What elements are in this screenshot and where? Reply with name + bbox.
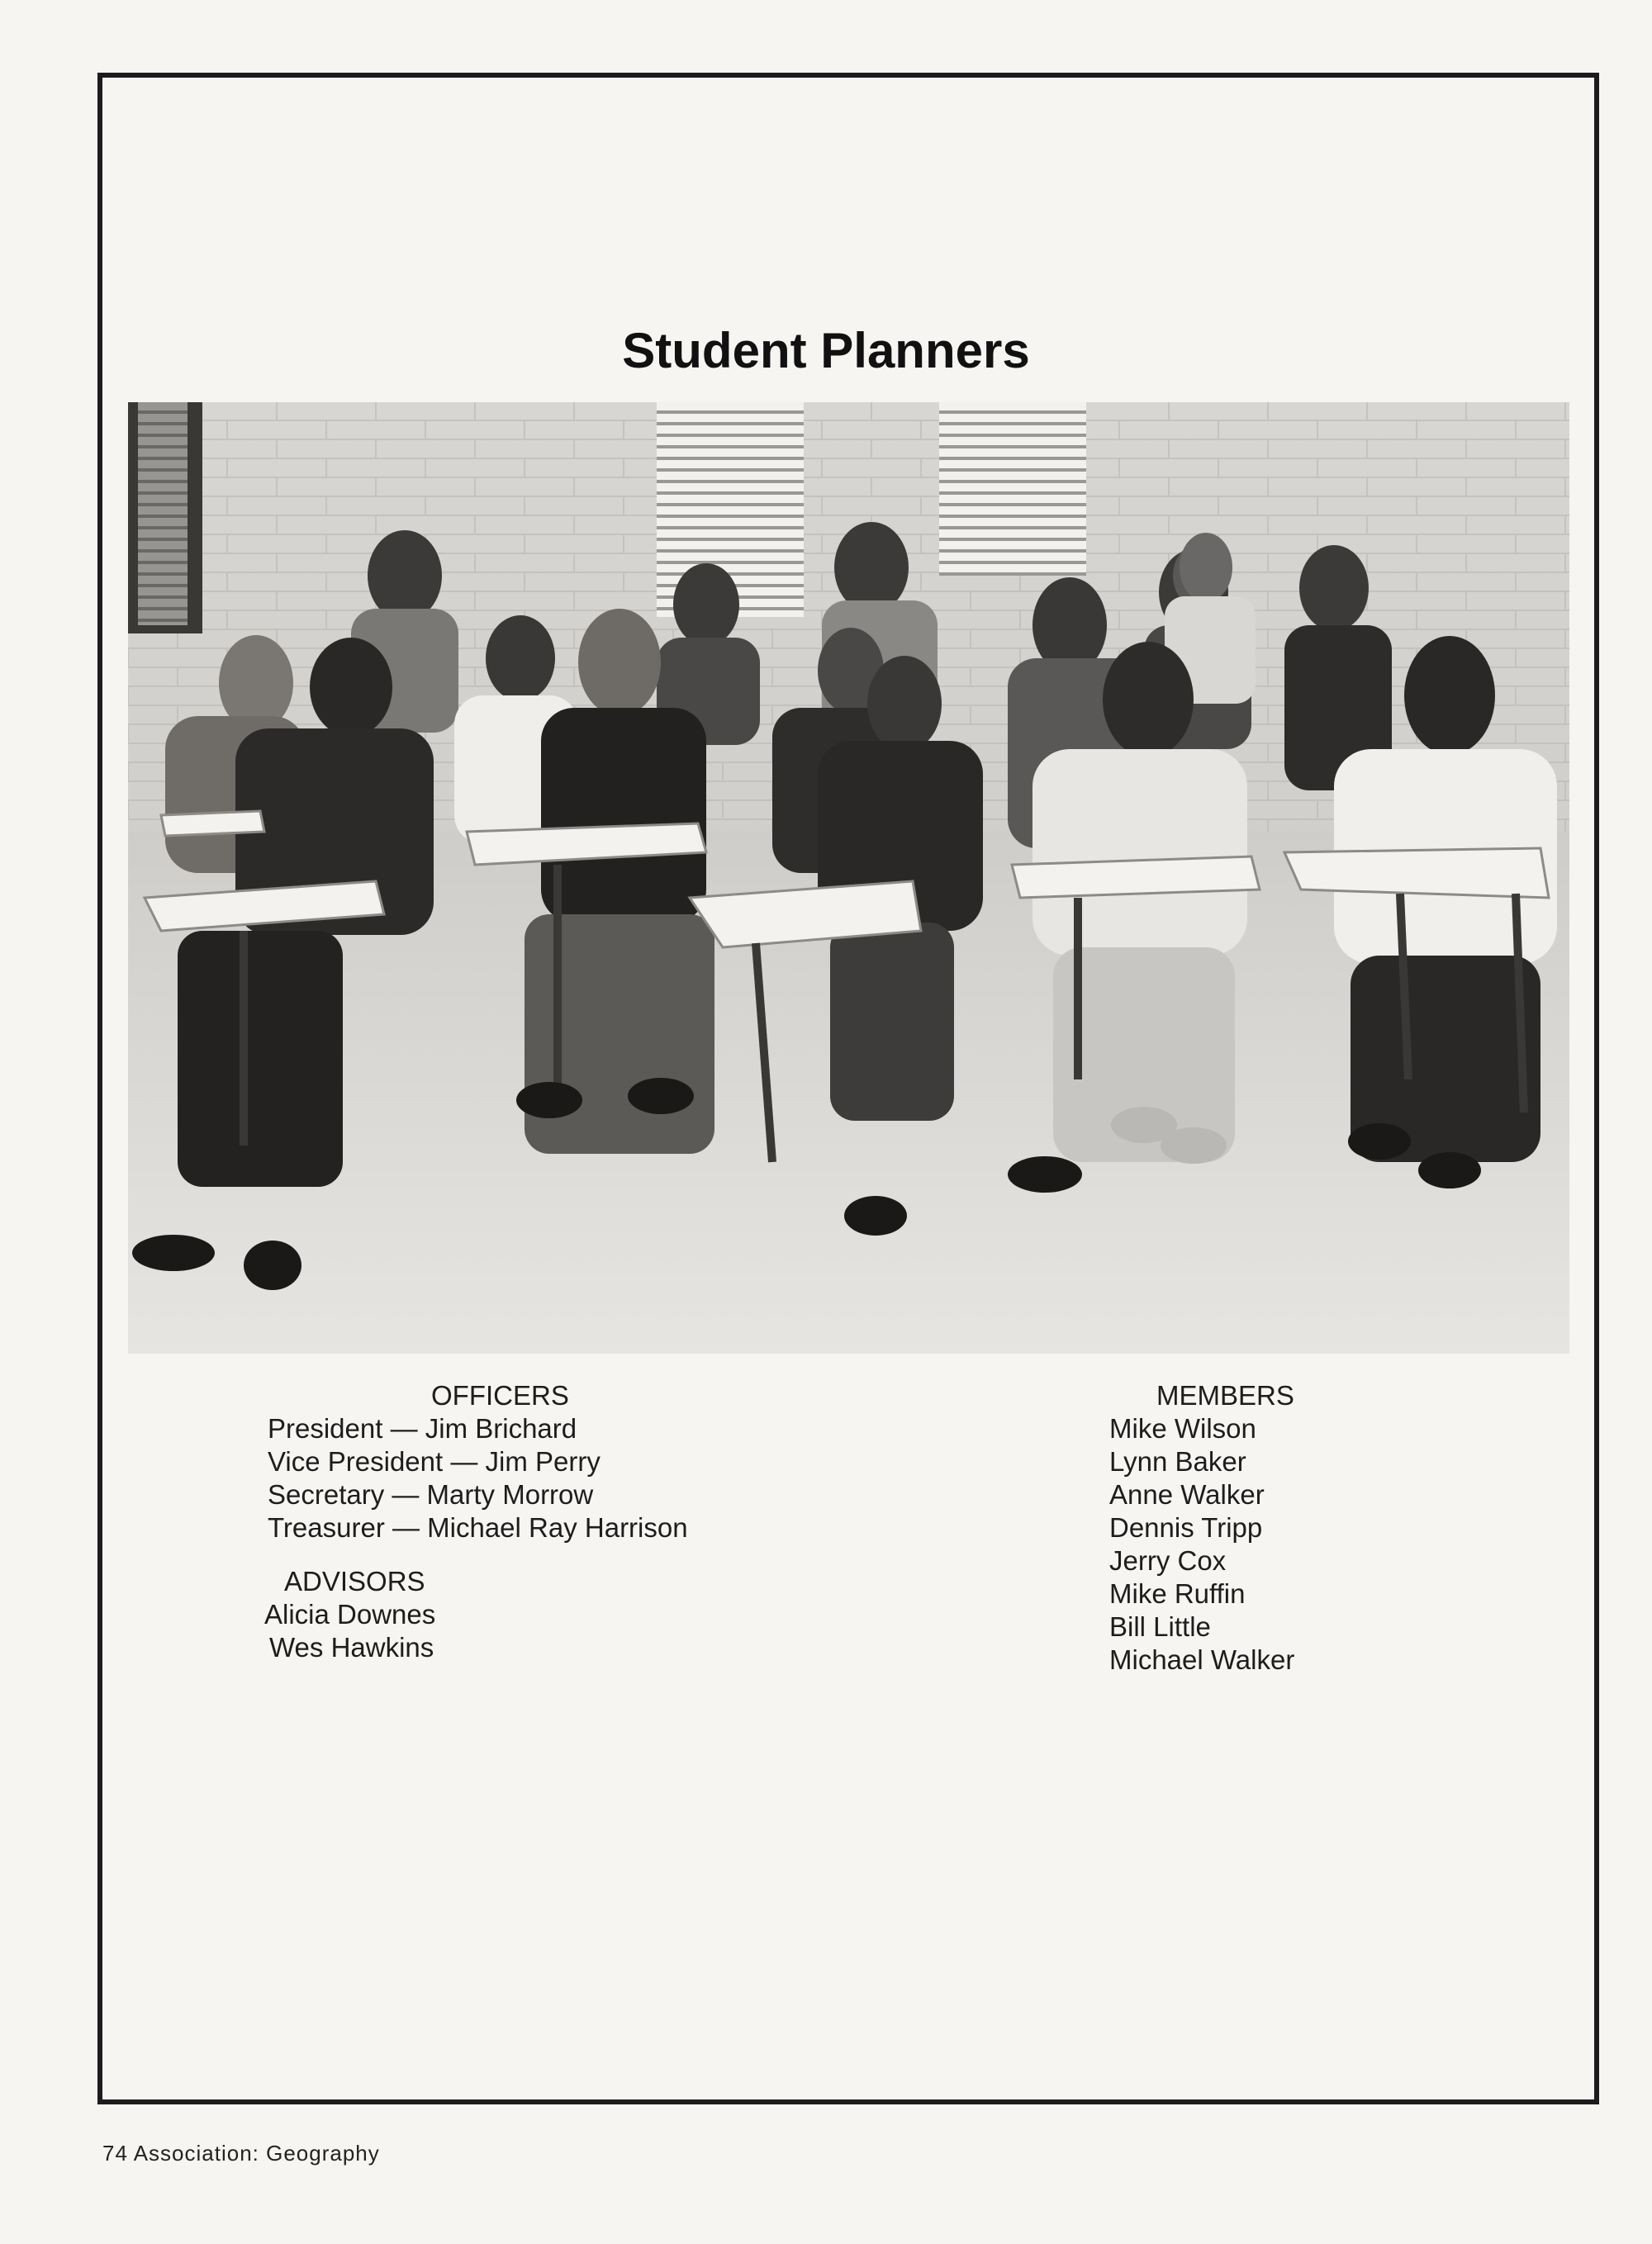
officer-vice-president: Vice President — Jim Perry [268,1446,601,1477]
advisors-list [264,1565,435,1664]
member-name: Mike Wilson [1109,1413,1256,1444]
member-name: Lynn Baker [1109,1446,1246,1477]
advisor-name: Alicia Downes [264,1599,436,1630]
officer-secretary: Secretary — Marty Morrow [268,1479,594,1510]
group-photo [128,402,1569,1354]
member-name: Dennis Tripp [1109,1512,1263,1543]
members-heading: MEMBERS [1156,1380,1294,1411]
members-list [1109,1379,1294,1677]
advisors-heading: ADVISORS [284,1566,425,1596]
officer-treasurer: Treasurer — Michael Ray Harrison [268,1512,688,1543]
member-name: Jerry Cox [1109,1545,1227,1576]
advisor-name: Wes Hawkins [269,1632,434,1663]
officers-list [268,1379,688,1544]
officers-heading: OFFICERS [431,1380,569,1411]
member-name: Mike Ruffin [1109,1578,1246,1609]
member-name: Michael Walker [1109,1644,1295,1675]
member-name: Bill Little [1109,1611,1211,1642]
member-name: Anne Walker [1109,1479,1265,1510]
page-title: Student Planners [622,323,1030,378]
page-footer: 74 Association: Geography [102,2141,380,2166]
officer-president: President — Jim Brichard [268,1413,577,1444]
